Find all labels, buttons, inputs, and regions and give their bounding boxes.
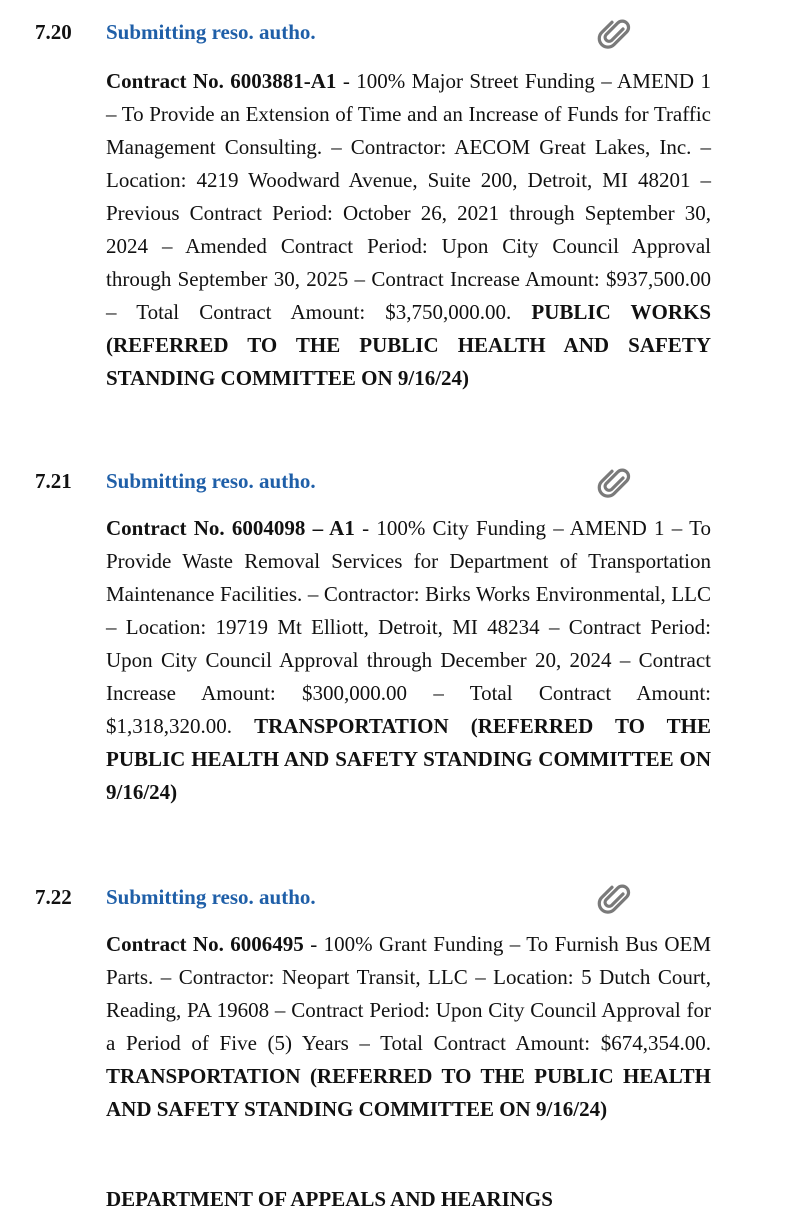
contract-details: - 100% Grant Funding – To Furnish Bus OEM Parts. – Contractor: Neopart Transit, LLC – Location: 5 Dutch Court, Reading, PA 19608 – Contract Period: Upon City Council Approval for a Period of Five (5) Years – Total Contract Amount: $674,354.00.: [106, 932, 711, 1055]
contract-number: Contract No. 6003881-A1: [106, 69, 337, 93]
submitting-reso-link[interactable]: Submitting reso. autho.: [106, 885, 316, 909]
contract-description: [106, 928, 711, 1126]
paperclip-icon[interactable]: [596, 14, 636, 54]
contract-description: [106, 512, 711, 809]
paperclip-icon[interactable]: [596, 463, 636, 503]
item-number: 7.21: [35, 469, 72, 493]
department-referral: TRANSPORTATION (REFERRED TO THE PUBLIC HEALTH AND SAFETY STANDING COMMITTEE ON 9/16/24): [106, 714, 711, 804]
contract-number: Contract No. 6004098 – A1: [106, 516, 355, 540]
item-number: 7.22: [35, 885, 72, 909]
item-number: 7.20: [35, 20, 72, 44]
contract-details: - 100% City Funding – AMEND 1 – To Provide Waste Removal Services for Department of Transportation Maintenance Facilities. – Contractor: Birks Works Environmental, LLC – Location: 19719 Mt Elliott, Detroit, MI 48234 – Contract Period: Upon City Council Approval through December 20, 2024 – Contract Increase Amount: $300,000.00 – Total Contract Amount: $1,318,320.00.: [106, 516, 711, 738]
department-referral: TRANSPORTATION (REFERRED TO THE PUBLIC HEALTH AND SAFETY STANDING COMMITTEE ON 9/16/24): [106, 1064, 711, 1121]
contract-description: [106, 65, 711, 395]
department-referral: PUBLIC WORKS (REFERRED TO THE PUBLIC HEALTH AND SAFETY STANDING COMMITTEE ON 9/16/24): [106, 300, 712, 390]
submitting-reso-link[interactable]: Submitting reso. autho.: [106, 20, 316, 44]
submitting-reso-link[interactable]: Submitting reso. autho.: [106, 469, 316, 493]
contract-number: Contract No. 6006495: [106, 932, 304, 956]
contract-details: - 100% Major Street Funding – AMEND 1 – To Provide an Extension of Time and an Increase of Funds for Traffic Management Consulting. – Contractor: AECOM Great Lakes, Inc. – Location: 4219 Woodward Avenue, Suite 200, Detroit, MI 48201 – Previous Contract Period: October 26, 2021 through September 30, 2024 – Amended Contract Period: Upon City Council Approval through September 30, 2025 – Contract Increase Amount: $937,500.00 – Total Contract Amount: $3,750,000.00.: [106, 69, 711, 324]
next-section-heading: DEPARTMENT OF APPEALS AND HEARINGS: [106, 1187, 553, 1211]
paperclip-icon[interactable]: [596, 879, 636, 919]
